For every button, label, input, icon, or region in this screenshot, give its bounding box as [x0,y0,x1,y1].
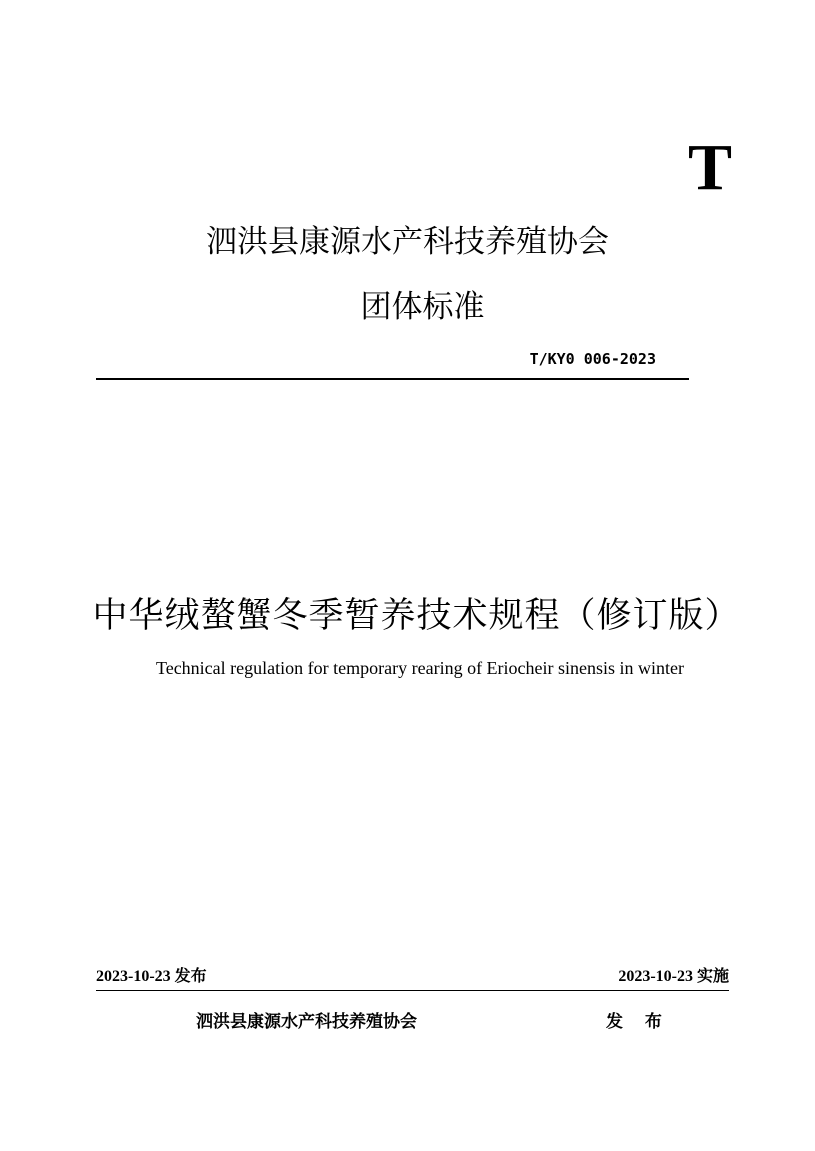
header-divider [96,378,689,380]
issue-label: 发 布 [606,1012,670,1032]
standard-code: T/KY0 006-2023 [529,350,656,368]
standard-category-letter: T [688,131,733,204]
issuer-name: 泗洪县康源水产科技养殖协会 [196,1012,417,1032]
document-title-chinese: 中华绒螯蟹冬季暂养技术规程（修订版） [92,596,741,636]
effective-date: 2023-10-23 实施 [618,968,729,985]
date-row [96,964,729,991]
document-title-english: Technical regulation for temporary rearing of Eriocheir sinensis in winter [155,658,685,678]
standard-type: 团体标准 [360,289,485,325]
issue-date: 2023-10-23 发布 [96,968,207,985]
organization-name: 泗洪县康源水产科技养殖协会 [206,224,609,260]
